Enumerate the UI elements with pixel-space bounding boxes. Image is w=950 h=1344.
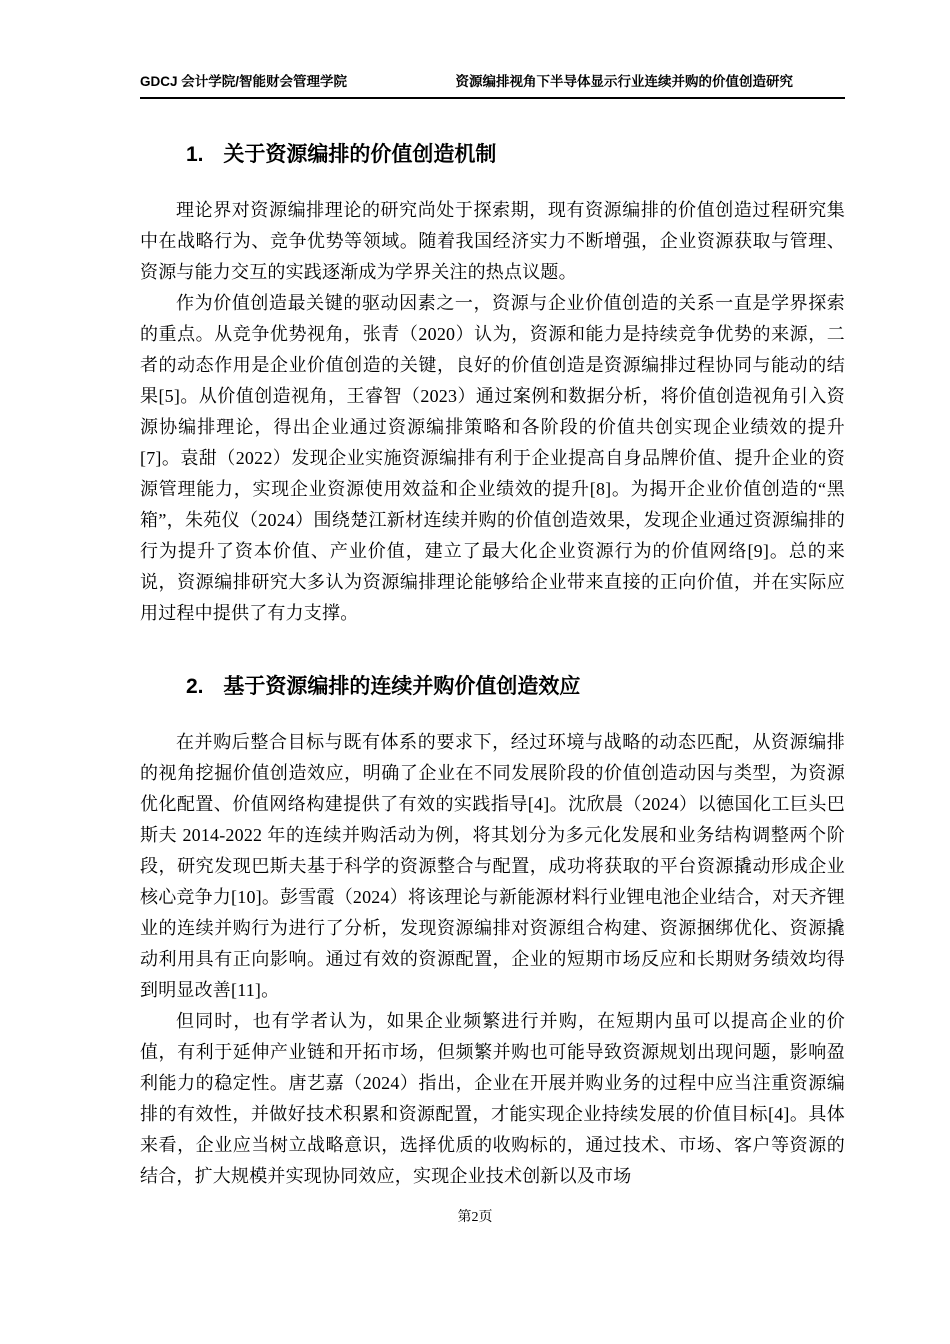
page-header	[140, 70, 845, 99]
section-2-heading	[140, 673, 845, 701]
section-1-paragraph-2: 作为价值创造最关键的驱动因素之一，资源与企业价值创造的关系一直是学界探索的重点。从竞争优势视角，张青（2020）认为，资源和能力是持续竞争优势的来源，二者的动态作用是企业价值创造的关键，良好的价值创造是资源编排过程协同与能动的结果[5]。从价值创造视角，王睿智（2023）通过案例和数据分析，将价值创造视角引入资源协编排理论，得出企业通过资源编排策略和各阶段的价值共创实现企业绩效的提升[7]。袁甜（2022）发现企业实施资源编排有利于企业提高自身品牌价值、提升企业的资源管理能力，实现企业资源使用效益和企业绩效的提升[8]。为揭开企业价值创造的“黑箱”，朱苑仪（2024）围绕楚江新材连续并购的价值创造效果，发现企业通过资源编排的行为提升了资本价值、产业价值，建立了最大化企业资源行为的价值网络[9]。总的来说，资源编排研究大多认为资源编排理论能够给企业带来直接的正向价值，并在实际应用过程中提供了有力支撑。	[140, 293, 845, 623]
header-document-title: 资源编排视角下半导体显示行业连续并购的价值创造研究	[455, 74, 793, 89]
section-2-paragraph-2: 但同时，也有学者认为，如果企业频繁进行并购，在短期内虽可以提高企业的价值，有利于延伸产业链和开拓市场，但频繁并购也可能导致资源规划出现问题，影响盈利能力的稳定性。唐艺嘉（2024）指出，企业在开展并购业务的过程中应当注重资源编排的有效性，并做好技术积累和资源配置，才能实现企业持续发展的价值目标[4]。具体来看，企业应当树立战略意识，选择优质的收购标的，通过技术、市场、客户等资源的结合，扩大规模并实现协同效应，实现企业技术创新以及市场	[140, 1011, 845, 1186]
section-1-paragraph-1: 理论界对资源编排理论的研究尚处于探索期，现有资源编排的价值创造过程研究集中在战略行为、竞争优势等领域。随着我国经济实力不断增强，企业资源获取与管理、资源与能力交互的实践逐渐成为学界关注的热点议题。	[140, 200, 845, 282]
page-number: 第2页	[457, 1210, 493, 1225]
page-footer	[0, 1206, 950, 1226]
section-1-title: 关于资源编排的价值创造机制	[223, 143, 497, 166]
section-1-heading	[140, 141, 845, 169]
section-1-number: 1.	[186, 143, 204, 166]
section-2-title: 基于资源编排的连续并购价值创造效应	[223, 675, 581, 698]
header-institution: GDCJ 会计学院/智能财会管理学院	[140, 74, 348, 89]
section-2-paragraph-1: 在并购后整合目标与既有体系的要求下，经过环境与战略的动态匹配，从资源编排的视角挖掘价值创造效应，明确了企业在不同发展阶段的价值创造动因与类型，为资源优化配置、价值网络构建提供了有效的实践指导[4]。沈欣晨（2024）以德国化工巨头巴斯夫 2014-2022 年的连续并购活动为例，将其划分为多元化发展和业务结构调整两个阶段，研究发现巴斯夫基于科学的资源整合与配置，成功将获取的平台资源撬动形成企业核心竞争力[10]。彭雪霞（2024）将该理论与新能源材料行业锂电池企业结合，对天齐锂业的连续并购行为进行了分析，发现资源编排对资源组合构建、资源捆绑优化、资源撬动利用具有正向影响。通过有效的资源配置，企业的短期市场反应和长期财务绩效均得到明显改善[11]。	[140, 732, 845, 1000]
section-2-number: 2.	[186, 675, 204, 698]
document-body	[140, 97, 845, 1192]
